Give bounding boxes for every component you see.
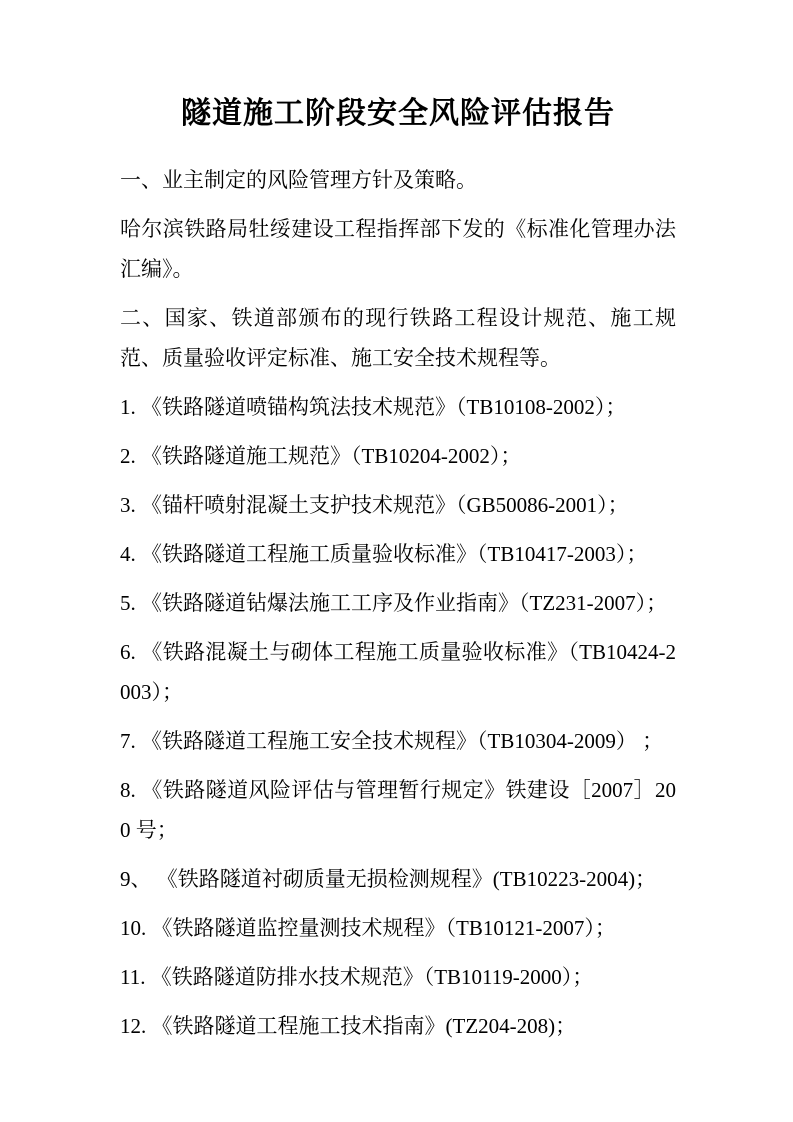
reference-item-6: 6. 《铁路混凝土与砌体工程施工质量验收标准》（TB10424-2003）； [120, 640, 676, 704]
reference-item-9: 9、 《铁路隧道衬砌质量无损检测规程》(TB10223-2004)； [120, 867, 657, 891]
reference-item-3: 3. 《锚杆喷射混凝土支护技术规范》（GB50086-2001）； [120, 493, 629, 517]
document-title: 隧道施工阶段安全风险评估报告 [181, 97, 615, 130]
reference-item-8: 8. 《铁路隧道风险评估与管理暂行规定》铁建设［2007］200 号； [120, 778, 676, 842]
section-heading-one: 一、业主制定的风险管理方针及策略。 [120, 168, 477, 192]
reference-item-5: 5. 《铁路隧道钻爆法施工工序及作业指南》（TZ231-2007）； [120, 591, 668, 615]
reference-item-11: 11. 《铁路隧道防排水技术规范》（TB10119-2000）； [120, 965, 594, 989]
reference-item-7: 7. 《铁路隧道工程施工安全技术规程》（TB10304-2009） ； [120, 729, 664, 753]
section-heading-two: 二、国家、铁道部颁布的现行铁路工程设计规范、施工规范、质量验收评定标准、施工安全技术规程等。 [120, 306, 676, 370]
reference-item-4: 4. 《铁路隧道工程施工质量验收标准》（TB10417-2003）； [120, 542, 648, 566]
reference-item-1: 1. 《铁路隧道喷锚构筑法技术规范》（TB10108-2002）； [120, 395, 627, 419]
reference-item-12: 12. 《铁路隧道工程施工技术指南》(TZ204-208)； [120, 1014, 577, 1038]
paragraph-owner-policy: 哈尔滨铁路局牡绥建设工程指挥部下发的《标准化管理办法汇编》。 [120, 217, 676, 281]
reference-item-10: 10. 《铁路隧道监控量测技术规程》（TB10121-2007）； [120, 916, 616, 940]
reference-item-2: 2. 《铁路隧道施工规范》（TB10204-2002）； [120, 444, 522, 468]
